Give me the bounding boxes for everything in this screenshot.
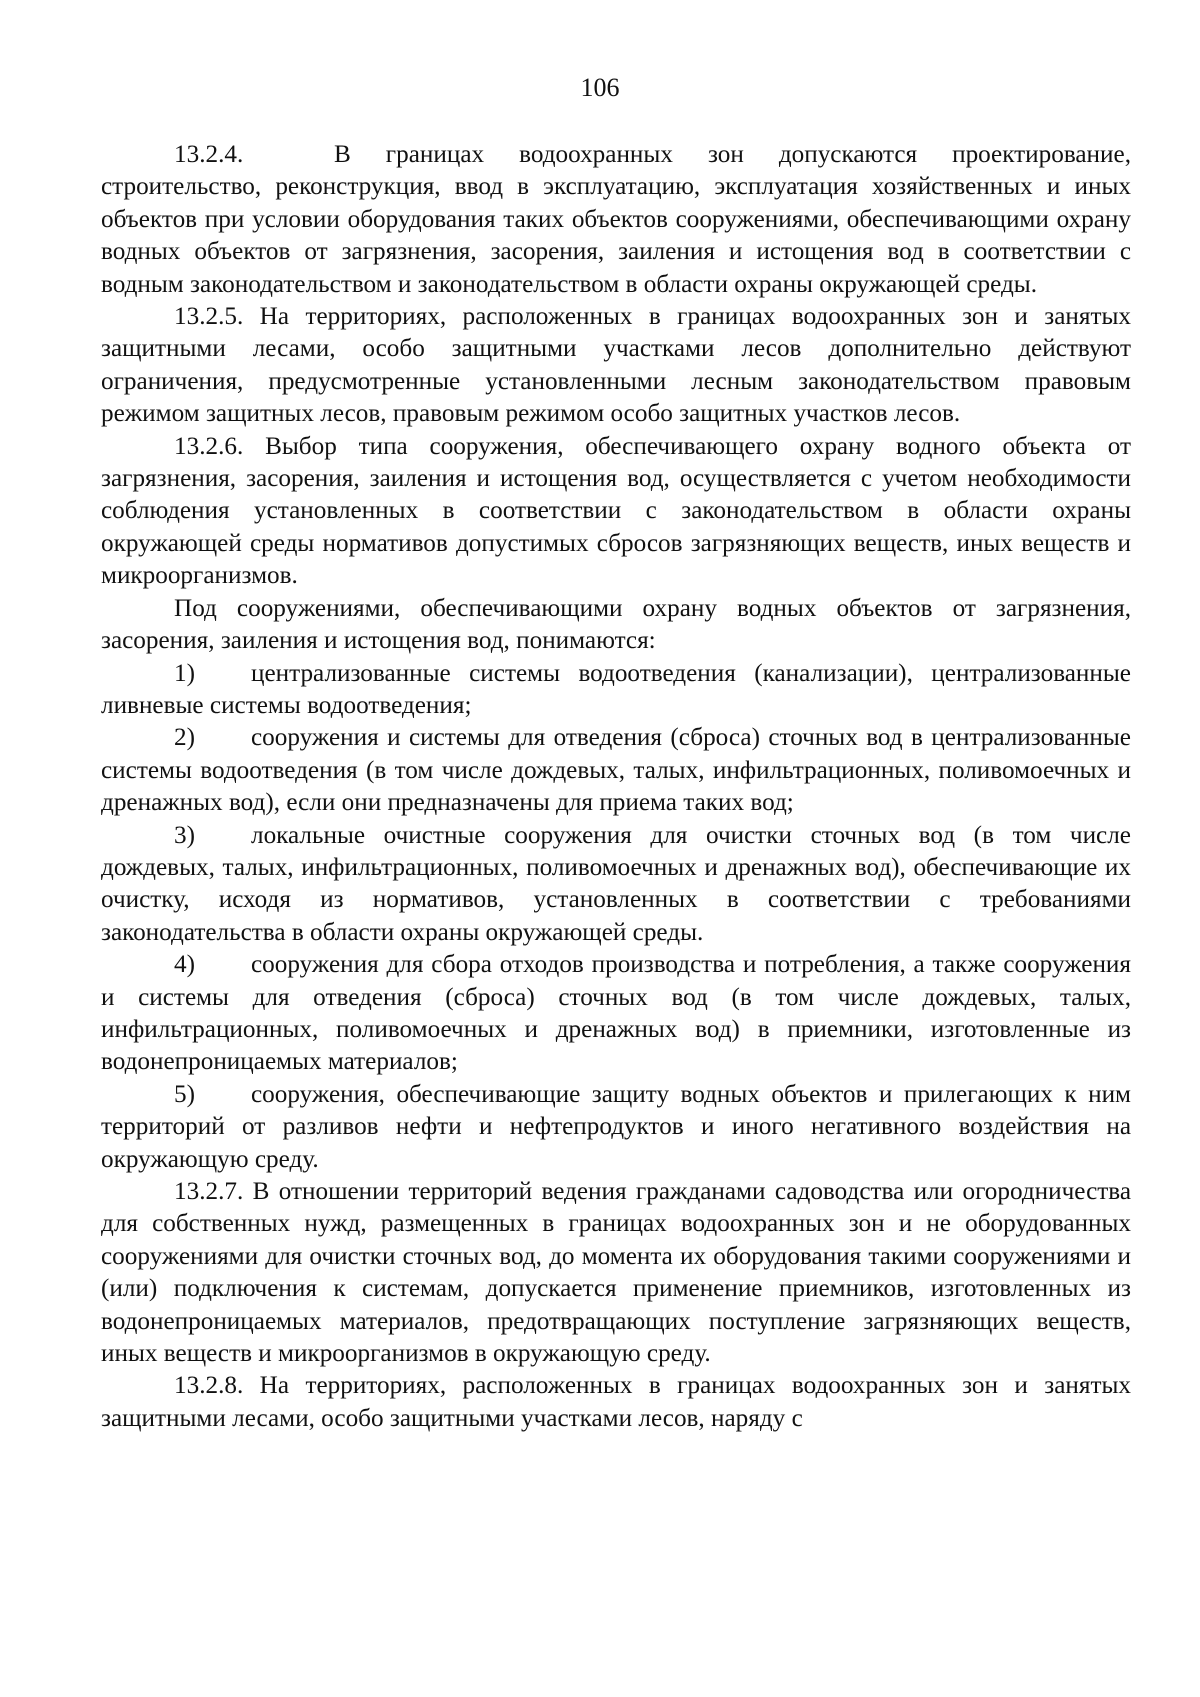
list-item-text: централизованные системы водоотведения (канализации), централизованные ливневые системы водоотведения; [101,659,1131,719]
paragraph-13-2-6 [101,431,1131,593]
list-item-text: сооружения для сбора отходов производства и потребления, а также сооружения и системы для отведения (сброса) сточных вод (в том числе дождевых, талых, инфильтрационных, поливомоечных и дренажных вод) в приемники, изготовленные из водонепроницаемых материалов; [101,951,1131,1076]
list-item-number: 2) [174,724,195,752]
paragraph-text: В отношении территорий ведения гражданами садоводства или огородничества для собственных нужд, размещенных в границах водоохранных зон и не оборудованных сооружениями для очистки сточных вод, до момента их оборудования такими сооружениями и (или) подключения к системам, допускается применение приемников, изготовленных из водонепроницаемых материалов, предотвращающих поступление загрязняющих веществ, иных веществ и микроорганизмов в окружающую среду. [101,1178,1131,1368]
list-item [101,658,1131,723]
paragraph-text: Под сооружениями, обеспечивающими охрану водных объектов от загрязнения, засорения, заиления и истощения вод, понимаются: [101,594,1131,655]
list-item-text: сооружения и системы для отведения (сброса) сточных вод в централизованные системы водоотведения (в том числе дождевых, талых, инфильтрационных, поливомоечных и дренажных вод), если они предназначены для приема таких вод; [101,724,1131,817]
list-item-number: 5) [174,1080,195,1108]
list-item [101,1079,1131,1176]
clause-number: 13.2.6. [174,432,244,460]
paragraph-text: На территориях, расположенных в границах водоохранных зон и занятых защитными лесами, особо защитными участками лесов дополнительно действуют ограничения, предусмотренные установленными лесным законодательством правовым режимом защитных лесов, правовым режимом особо защитных участков лесов. [101,303,1131,428]
list-item [101,820,1131,950]
paragraph-13-2-8 [101,1370,1131,1435]
clause-number: 13.2.5. [174,303,244,331]
paragraph-text: Выбор типа сооружения, обеспечивающего охрану водного объекта от загрязнения, засорения, заиления и истощения вод, осуществляется с учетом необходимости соблюдения установленных в соответствии с законодательством в области охраны окружающей среды нормативов допустимых сбросов загрязняющих веществ, иных веществ и микроорганизмов. [101,432,1131,590]
document-body [101,139,1131,1435]
list-item [101,949,1131,1079]
list-item-text: сооружения, обеспечивающие защиту водных объектов и прилегающих к ним территорий от разливов нефти и нефтепродуктов и иного негативного воздействия на окружающую среду. [101,1080,1131,1173]
clause-number: 13.2.8. [174,1372,244,1400]
list-item [101,722,1131,819]
paragraph-13-2-5 [101,301,1131,431]
paragraph-text: На территориях, расположенных в границах водоохранных зон и занятых защитными лесами, особо защитными участками лесов, наряду с [101,1372,1131,1432]
clause-number: 13.2.7. [174,1178,244,1205]
paragraph-13-2-4 [101,139,1131,301]
list-item-number: 3) [174,821,195,849]
paragraph-text: В границах водоохранных зон допускаются проектирование, строительство, реконструкция, ввод в эксплуатацию, эксплуатация хозяйственных и иных объектов при условии оборудования таких объектов сооружениями, обеспечивающими охрану водных объектов от загрязнения, засорения, заиления и истощения вод в соответствии с водным законодательством и законодательством в области охраны окружающей среды. [101,141,1131,298]
paragraph-13-2-7 [101,1176,1131,1370]
list-item-number: 4) [174,951,195,979]
list-item-number: 1) [174,659,195,687]
page-number: 106 [580,73,620,102]
clause-number: 13.2.4. [174,141,244,168]
list-item-text: локальные очистные сооружения для очистки сточных вод (в том числе дождевых, талых, инфильтрационных, поливомоечных и дренажных вод), обеспечивающие их очистку, исходя из нормативов, установленных в соответствии с требованиями законодательства в области охраны окружающей среды. [101,821,1131,946]
paragraph-list-intro [101,593,1131,658]
